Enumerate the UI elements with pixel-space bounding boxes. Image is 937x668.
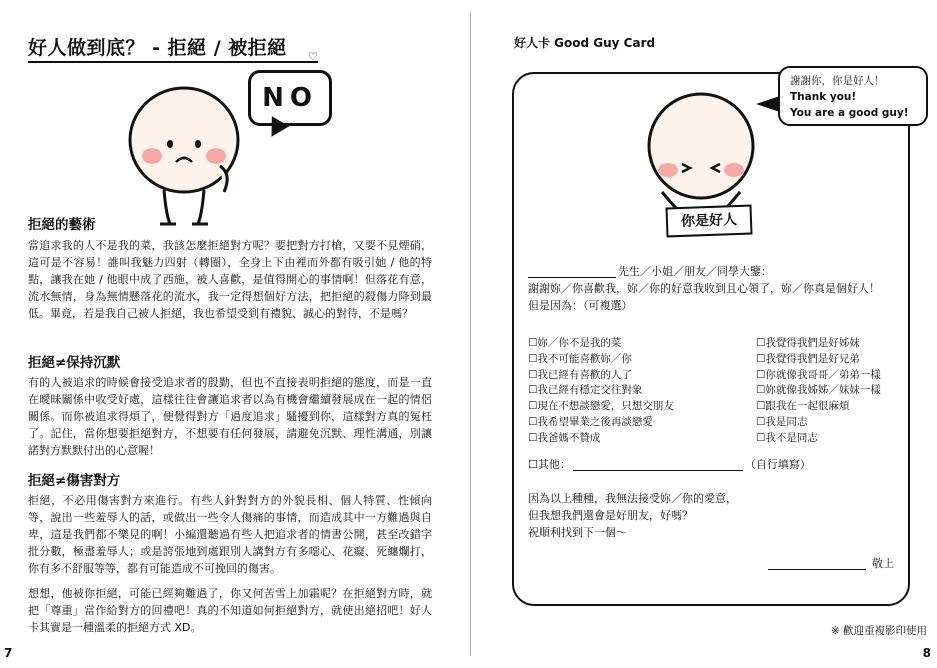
photocopy-footnote: ※ 歡迎重複影印使用 [830, 625, 927, 637]
closing-line: 但我想我們還會是好朋友，好嗎？ [528, 509, 693, 522]
other-checkbox[interactable]: ☐其他： [528, 458, 571, 471]
speech-line-3: You are a good guy! [790, 107, 909, 119]
checkbox-item[interactable]: ☐我不可能喜歡妳／你 [528, 352, 632, 365]
reason-label: 但是因為：（可複選） [528, 299, 633, 312]
title-underline [28, 61, 318, 63]
speech-line-2: Thank you! [790, 91, 857, 103]
section-heading-silence: 拒絕≠保持沉默 [28, 355, 121, 371]
right-page [470, 0, 937, 668]
closing-text [528, 490, 737, 541]
left-page [0, 0, 468, 668]
you-are-good-sign: 你是好人 [666, 205, 753, 238]
sign-off-text: 敬上 [872, 557, 894, 570]
thank-you-speech-bubble [778, 66, 928, 126]
section-body-art: 當追求我的人不是我的菜，我該怎麼拒絕對方呢？要把對方打槍，又要不見煙硝，這可是不容易！誰叫我魅力四射（轉圈），全身上下由裡而外都有吸引她 / 他的特點，讓我在她 / 他眼中成了西施，被人喜歡，是值得開心的事情啊！但落花有意，流水無情，身為無情懸落花的流水，我一定得想個好方法，把拒絕的殺傷力降到最低。畢竟，若是我自己被人拒絕，我也希望受到有禮貌、誠心的對待，不是嗎？ [28, 239, 432, 320]
card-title: 好人卡 Good Guy Card [514, 36, 656, 50]
checkbox-item[interactable]: ☐我覺得我們是好兄弟 [756, 352, 860, 365]
checklist-right [756, 336, 881, 447]
section-heading-harm: 拒絕≠傷害對方 [28, 473, 121, 489]
page-number-right: 8 [922, 646, 931, 660]
intro-text: 謝謝妳／你喜歡我，妳／你的好意我收到且心領了，妳／你真是個好人！ [528, 282, 880, 295]
section-heading-art: 拒絕的藝術 [28, 217, 96, 233]
sign-off-line [768, 555, 894, 571]
checklist-left [528, 336, 674, 447]
checkbox-item[interactable]: ☐我覺得我們是好姊妹 [756, 337, 860, 349]
closing-line: 祝順利找到下一個～ [528, 526, 627, 539]
section-body-harm: 拒絕，不必用傷害對方來進行。有些人針對對方的外貌長相、個人特質、性傾向等，說出一些羞辱人的話，或做出一些令人傷痛的事情，而造成其中一方難過與自卑，這是我們都不樂見的啊！小編還聽過有些人把追求者的情書公開，甚至改錯字批分數，極盡羞辱人；或是誇張地到處跟別人講對方有多噁心、花癡、死纏爛打，你有多不舒服等等，都有可能造成不可挽回的傷害。 [28, 494, 432, 575]
no-bubble-text: NO [262, 83, 318, 113]
page-title: 好人做到底？ - 拒絕 / 被拒絕 [28, 37, 287, 59]
thinking-character-illustration [120, 74, 248, 234]
checkbox-item[interactable]: ☐現在不想談戀愛，只想交朋友 [528, 400, 674, 413]
other-reason-line [528, 456, 811, 472]
closing-paragraph: 想想，他被你拒絕，可能已經夠難過了，你又何苦雪上加霜呢？在拒絕對方時，就把「尊重」當作給對方的回禮吧！真的不知道如何拒絕對方，就使出絕招吧！好人卡其實是一種溫柔的拒絕方式 XD。 [28, 587, 432, 634]
checkbox-item[interactable]: ☐我不是同志 [756, 431, 818, 444]
salutation-text: 先生／小姐／朋友／同學大鑒： [618, 265, 772, 278]
other-hint: （自行填寫） [744, 458, 811, 471]
section-body-silence: 有的人被追求的時候會接受追求者的殷勤，但也不直接表明拒絕的態度，而是一直在曖昧關係中收受好處，這樣往往會讓追求者以為有機會繼續發展成在一起的情侶關係。而你被追求得煩了，便覺得對方「過度追求」騷擾到你，這樣對方真的冤枉了。記住，當你想要拒絕對方，不想要有任何發展，請避免沉默、理性溝通，別讓諾對方默默付出的心意喔！ [28, 376, 432, 457]
checkbox-item[interactable]: ☐我希望畢業之後再談戀愛 [528, 415, 653, 428]
checkbox-item[interactable]: ☐妳／你不是我的菜 [528, 337, 622, 349]
checkbox-item[interactable]: ☐跟我在一起很麻煩 [756, 400, 850, 413]
checkbox-item[interactable]: ☐你就像我哥哥／弟弟一樣 [756, 368, 881, 381]
checkbox-item[interactable]: ☐我是同志 [756, 415, 808, 428]
speech-line-1: 謝謝你，你是好人！ [790, 75, 885, 87]
name-blank[interactable] [528, 266, 616, 278]
card-intro [528, 280, 900, 314]
checkbox-item[interactable]: ☐妳就像我姊姊／妹妹一樣 [756, 384, 881, 397]
checkbox-item[interactable]: ☐我爸媽不贊成 [528, 431, 601, 444]
other-blank[interactable] [573, 459, 743, 471]
no-speech-bubble [248, 70, 332, 126]
heart-icon: ♡ [308, 50, 318, 63]
signature-blank[interactable] [768, 558, 866, 570]
checkbox-item[interactable]: ☐我已經有穩定交往對象 [528, 384, 643, 397]
page-number-left: 7 [4, 646, 13, 660]
speech-bubble-tail [756, 96, 780, 112]
closing-line: 因為以上種種，我無法接受妳／你的愛意， [528, 492, 737, 505]
checkbox-item[interactable]: ☐我已經有喜歡的人了 [528, 368, 632, 381]
salutation-line [528, 263, 772, 279]
